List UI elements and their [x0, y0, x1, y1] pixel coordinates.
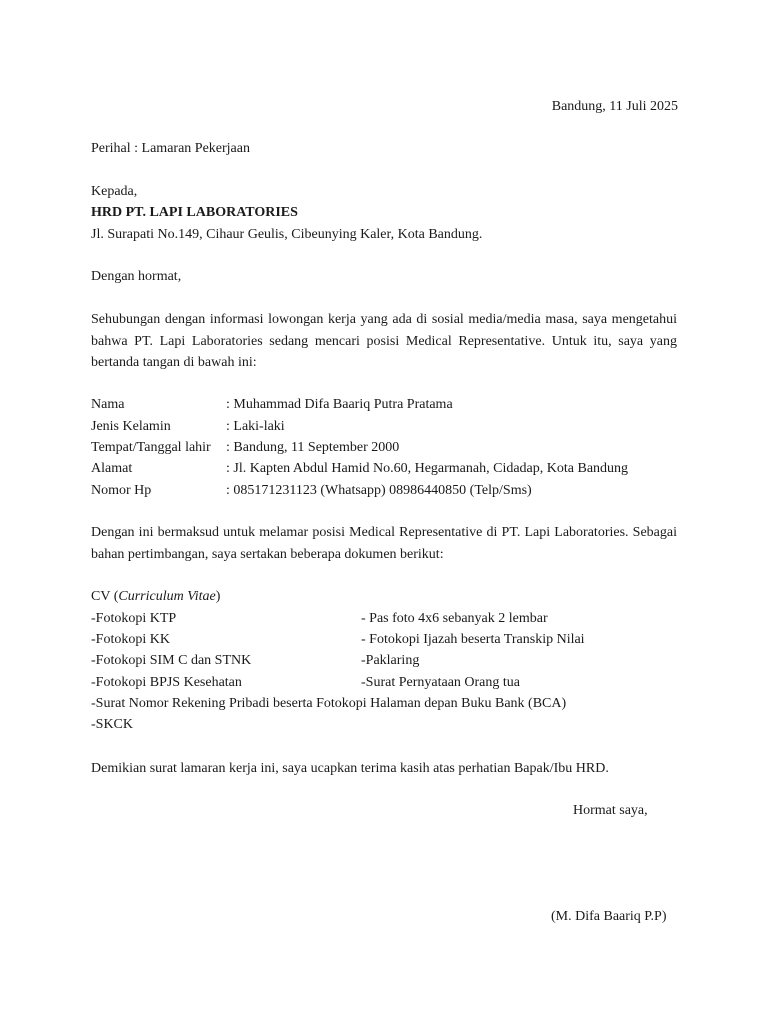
identity-label-phone: Nomor Hp	[91, 483, 152, 498]
identity-label-name: Nama	[91, 397, 125, 412]
recipient-company: HRD PT. LAPI LABORATORIES	[91, 205, 298, 220]
closing-paragraph: Demikian surat lamaran kerja ini, saya ucapkan terima kasih atas perhatian Bapak/Ibu HRD.	[91, 761, 609, 776]
document-item: - Pas foto 4x6 sebanyak 2 lembar	[361, 611, 548, 626]
purpose-paragraph: Dengan ini bermaksud untuk melamar posisi Medical Representative di PT. Lapi Laboratories. Sebagai bahan pertimbangan, saya sertakan beberapa dokumen berikut:	[91, 525, 677, 562]
document-item: -Fotokopi KK	[91, 632, 170, 647]
identity-label-address: Alamat	[91, 461, 133, 476]
identity-value-name: : Muhammad Difa Baariq Putra Pratama	[226, 397, 453, 412]
signature-name: (M. Difa Baariq P.P)	[551, 909, 667, 924]
greeting: Dengan hormat,	[91, 269, 182, 284]
sign-off: Hormat saya,	[573, 803, 648, 818]
document-item: -Surat Nomor Rekening Pribadi beserta Fotokopi Halaman depan Buku Bank (BCA)	[91, 696, 567, 711]
recipient-salutation: Kepada,	[91, 184, 138, 199]
identity-label-birth: Tempat/Tanggal lahir	[91, 440, 211, 455]
document-item: -Paklaring	[361, 653, 420, 668]
identity-value-birth: : Bandung, 11 September 2000	[226, 440, 400, 455]
document-item: -Fotokopi SIM C dan STNK	[91, 653, 252, 668]
identity-value-gender: : Laki-laki	[226, 419, 285, 434]
subject-line: Perihal : Lamaran Pekerjaan	[91, 141, 250, 156]
cv-italic: Curriculum Vitae	[118, 589, 216, 604]
cv-prefix: CV (	[91, 589, 119, 604]
document-item: -Fotokopi KTP	[91, 611, 177, 626]
document-item: - Fotokopi Ijazah beserta Transkip Nilai	[361, 632, 585, 647]
cv-line	[91, 586, 220, 607]
cv-suffix: )	[215, 589, 221, 604]
document-item: -SKCK	[91, 717, 134, 732]
identity-label-gender: Jenis Kelamin	[91, 419, 171, 434]
identity-value-phone: : 085171231123 (Whatsapp) 08986440850 (Telp/Sms)	[226, 483, 532, 498]
intro-paragraph: Sehubungan dengan informasi lowongan kerja yang ada di sosial media/media masa, saya mengetahui bahwa PT. Lapi Laboratories sedang mencari posisi Medical Representative. Untuk itu, saya yang bertanda tangan di bawah ini:	[91, 312, 677, 370]
document-item: -Fotokopi BPJS Kesehatan	[91, 675, 242, 690]
place-date: Bandung, 11 Juli 2025	[551, 99, 678, 114]
document-item: -Surat Pernyataan Orang tua	[361, 675, 520, 690]
recipient-address: Jl. Surapati No.149, Cihaur Geulis, Cibeunying Kaler, Kota Bandung.	[91, 227, 483, 242]
identity-value-address: : Jl. Kapten Abdul Hamid No.60, Hegarmanah, Cidadap, Kota Bandung	[226, 461, 629, 476]
